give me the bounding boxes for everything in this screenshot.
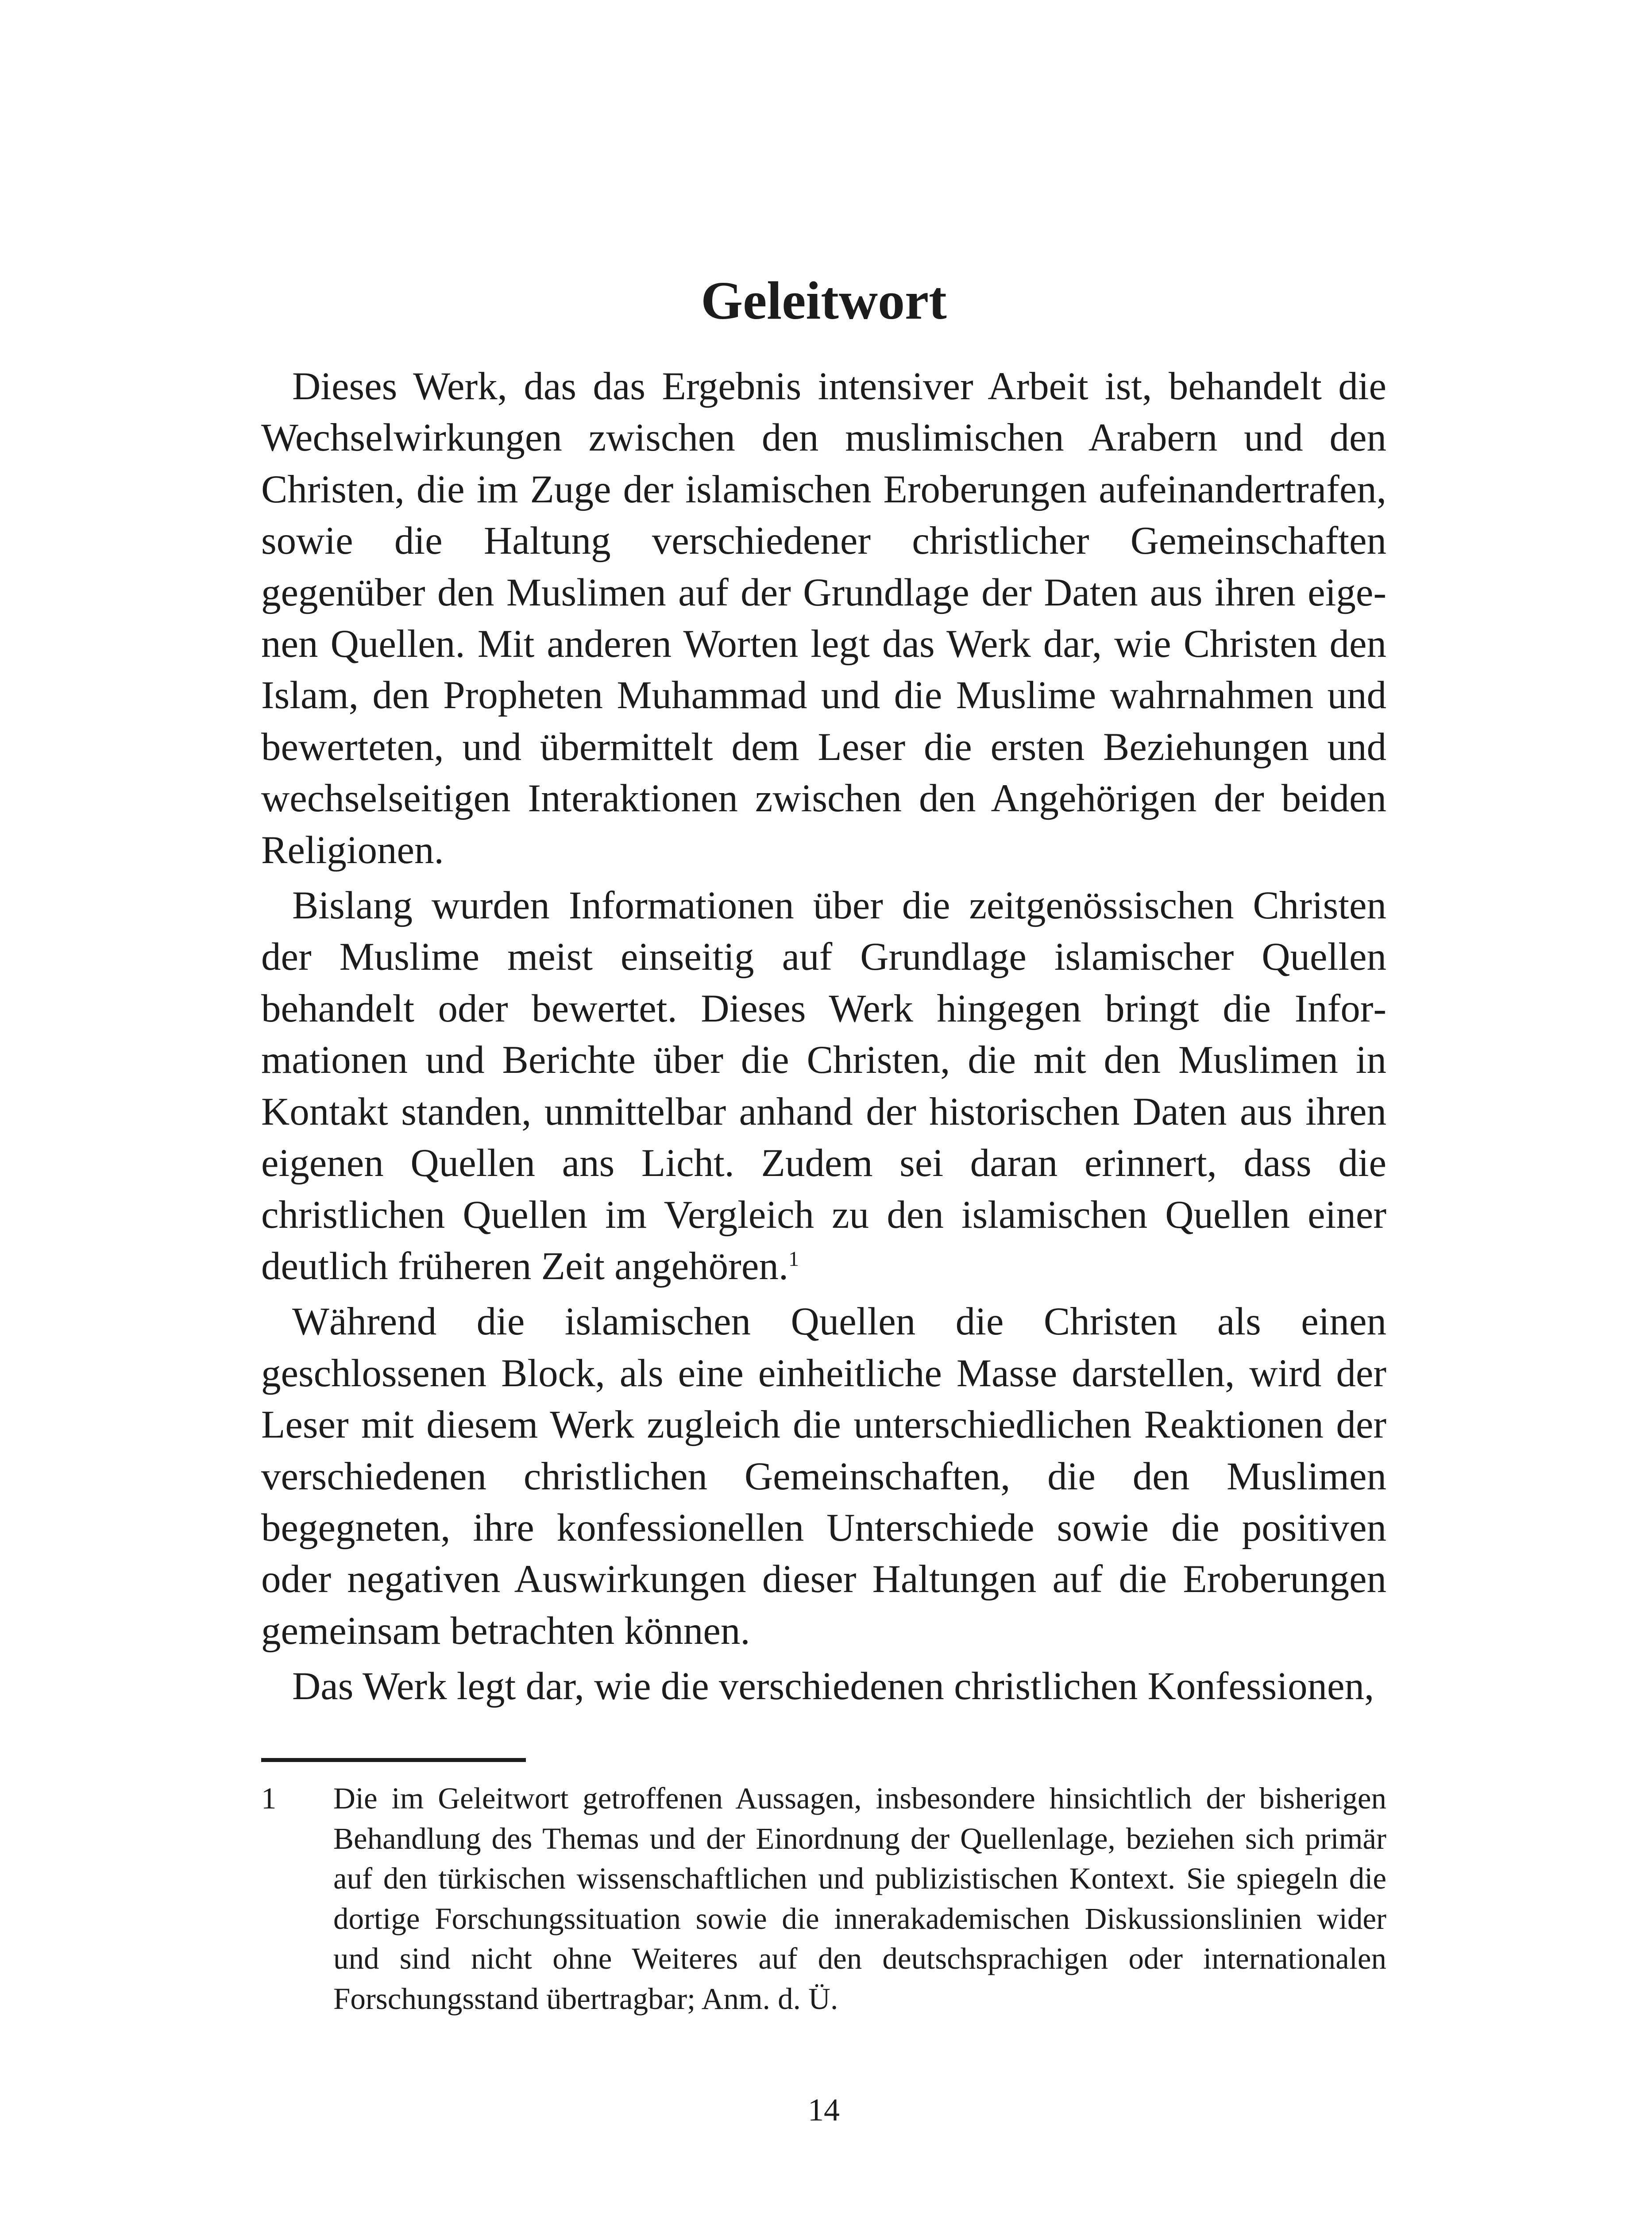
paragraph-text: Während die islamischen Quellen die Christen als einen geschlossenen Block, als eine einheitliche Masse darstellen, wird der Leser mit diesem Werk zugleich die unterschiedlichen Reaktionen der verschiedenen christlichen Gemeinschaften, die den Muslimen begegneten, ihre konfessionellen Unterschiede sowie die positiven oder negativen Auswirkungen dieser Haltungen auf die Eroberungen gemeinsam betrachten können. xyxy=(261,1300,1386,1653)
paragraph-3 xyxy=(261,1296,1386,1657)
page-number: 14 xyxy=(808,2092,840,2128)
footnote-divider xyxy=(261,1758,526,1762)
paragraph-text: Das Werk legt dar, wie die verschiedenen christlichen Konfessionen, xyxy=(292,1665,1374,1708)
footnote-number: 1 xyxy=(261,1781,277,1815)
paragraph-1 xyxy=(261,361,1386,876)
paragraph-text: Dieses Werk, das das Ergebnis intensiver Arbeit ist, behandelt die Wechselwirkungen zwischen den muslimischen Arabern und den Christen, die im Zuge der islamischen Eroberungen aufeinandertrafen, sowie die Haltung verschiedener christlicher Gemeinschaften gegenüber den Muslimen auf der Grundlage der Daten aus ihren eigenen Quellen. Mit anderen Worten legt das Werk dar, wie Christen den Islam, den Propheten Muhammad und die Muslime wahrnahmen und bewerteten, und übermittelt dem Leser die ersten Beziehungen und wechselseitigen Interaktionen zwischen den Angehörigen der beiden Religionen. xyxy=(261,365,1386,872)
footnote-item xyxy=(261,1778,1386,2019)
footnote-text: Die im Geleitwort getroffenen Aussagen, insbesondere hinsichtlich der bisherigen Behandlung des Themas und der Einordnung der Quellenlage, beziehen sich primär auf den türkischen wissenschaftlichen und publizistischen Kontext. Sie spiegeln die dortige Forschungssituation sowie die innerakademischen Diskussionslinien wider und sind nicht ohne Weiteres auf den deutschsprachigen oder internationalen Forschungsstand übertragbar; Anm. d. Ü. xyxy=(333,1781,1386,2016)
paragraph-text: Bislang wurden Informationen über die zeitgenössischen Christen der Muslime meist einseitig auf Grundlage islamischer Quellen behandelt oder bewertet. Dieses Werk hingegen bringt die Informationen und Berichte über die Christen, die mit den Muslimen in Kontakt standen, unmittelbar anhand der historischen Daten aus ihren eigenen Quellen ans Licht. Zudem sei daran erinnert, dass die christlichen Quellen im Vergleich zu den islamischen Quellen einer deutlich früheren Zeit angehören. xyxy=(261,884,1386,1288)
page-title: Geleitwort xyxy=(701,271,947,331)
book-page xyxy=(261,0,1386,2213)
paragraph-2 xyxy=(261,880,1386,1292)
footnotes xyxy=(261,1778,1386,2019)
paragraph-4 xyxy=(261,1661,1386,1712)
body-text xyxy=(261,361,1386,1716)
footnote-reference[interactable]: 1 xyxy=(788,1247,799,1271)
